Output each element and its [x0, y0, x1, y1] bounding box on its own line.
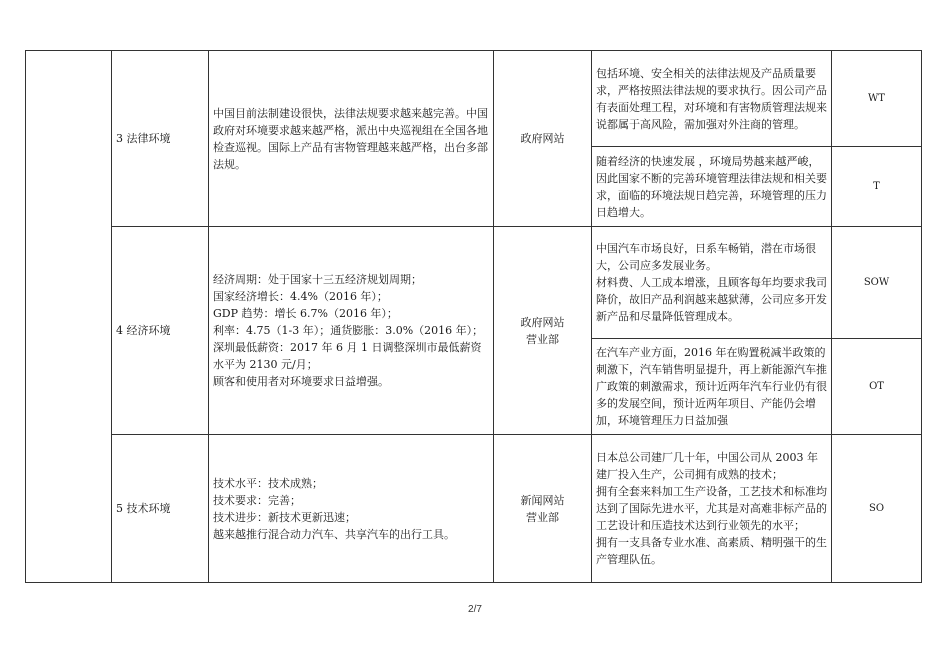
impact-cell [592, 339, 832, 435]
description-line: 中国目前法制建设很快，法律法规要求越来越完善。中国政府对环境要求越来越严格，派出中央巡视组在全国各地检查巡视。国际上产品有害物管理越来越严格，出台多部法规。 [213, 106, 488, 171]
factor-cell [112, 227, 209, 435]
swot-code: SOW [863, 277, 890, 288]
description-line: GDP 趋势：增长 6.7%（2016 年）； [213, 307, 398, 320]
swot-code: SO [868, 503, 885, 514]
table-row [26, 51, 922, 147]
impact-line: 日本总公司建厂几十年，中国公司从 2003 年建厂投入生产，公司拥有成熟的技术； [596, 451, 818, 481]
description-line: 顾客和使用者对环境要求日益增强。 [213, 375, 389, 388]
impact-line: 材料费、人工成本增涨，且顾客每年均要求我司降价，故旧产品利润越来越狱薄，公司应多开发新产品和尽量降低管理成本。 [596, 276, 827, 323]
description-line: 技术水平：技术成熟； [213, 476, 323, 490]
factor-label: 3 法律环境 [116, 132, 171, 145]
swot-code: T [873, 181, 880, 192]
factor-label: 5 技术环境 [116, 502, 171, 515]
impact-line: 在汽车产业方面，2016 年在购置税减半政策的刺激下，汽车销售明显提升，再上新能源汽车推广政策的刺激需求，预计近两年汽车行业仍有很多的发展空间，预计近两年项目、产能仍会增加，环境管理压力日益加强 [596, 346, 827, 427]
swot-code: WT [868, 93, 885, 104]
category-cell [26, 51, 112, 583]
impact-cell [592, 147, 832, 227]
table-row [26, 435, 922, 583]
source-line: 新闻网站 [520, 493, 565, 507]
impact-cell [592, 227, 832, 339]
swot-code-cell [832, 435, 922, 583]
description-cell [209, 227, 494, 435]
page-number: 2/7 [468, 604, 482, 615]
factor-cell [112, 435, 209, 583]
source-line: 政府网站 [520, 132, 565, 145]
description-line: 越来越推行混合动力汽车、共享汽车的出行工具。 [213, 527, 455, 541]
description-cell [209, 51, 494, 227]
impact-line: 拥有全套来料加工生产设备，工艺技术和标准均达到了国际先进水平，尤其是对高难非标产品的工艺设计和压造技术达到行业领先的水平； [596, 485, 827, 532]
description-line: 技术要求：完善； [213, 493, 301, 507]
description-line: 国家经济增长：4.4%（2016 年）； [213, 290, 388, 303]
swot-code-cell [832, 147, 922, 227]
swot-code: OT [869, 381, 884, 392]
source-cell [494, 435, 592, 583]
source-line: 政府网站 [520, 315, 565, 329]
description-cell [209, 435, 494, 583]
factor-label: 4 经济环境 [116, 324, 171, 337]
impact-line: 随着经济的快速发展 ，环境局势越来越严峻，因此国家不断的完善环境管理法律法规和相关要求，面临的环境法规日趋完善，环境管理的压力日趋增大。 [596, 154, 827, 219]
description-line: 利率：4.75（1-3 年）；通货膨胀：3.0%（2016 年）； [213, 324, 484, 337]
impact-cell [592, 51, 832, 147]
factor-cell [112, 51, 209, 227]
table-row [26, 227, 922, 339]
swot-code-cell [832, 227, 922, 339]
source-cell [494, 51, 592, 227]
description-line: 技术进步：新技术更新迅速； [213, 510, 356, 524]
description-line: 深圳最低薪资：2017 年 6 月 1 日调整深圳市最低薪资水平为 2130 元/月； [213, 341, 482, 371]
source-line: 营业部 [526, 332, 559, 346]
swot-code-cell [832, 339, 922, 435]
source-line: 营业部 [526, 510, 559, 524]
swot-code-cell [832, 51, 922, 147]
impact-line: 拥有一支具备专业水准、高素质、精明强干的生产管理队伍。 [596, 536, 827, 566]
source-cell [494, 227, 592, 435]
analysis-table [25, 50, 922, 583]
impact-line: 包括环境、安全相关的法律法规及产品质量要求，严格按照法律法规的要求执行。因公司产品有表面处理工程，对环境和有害物质管理法规来说都属于高风险，需加强对外注商的管理。 [596, 66, 827, 131]
impact-cell [592, 435, 832, 583]
description-line: 经济周期：处于国家十三五经济规划周期； [213, 273, 422, 286]
impact-line: 中国汽车市场良好，日系车畅销，潜在市场很大，公司应多发展业务。 [596, 242, 816, 272]
